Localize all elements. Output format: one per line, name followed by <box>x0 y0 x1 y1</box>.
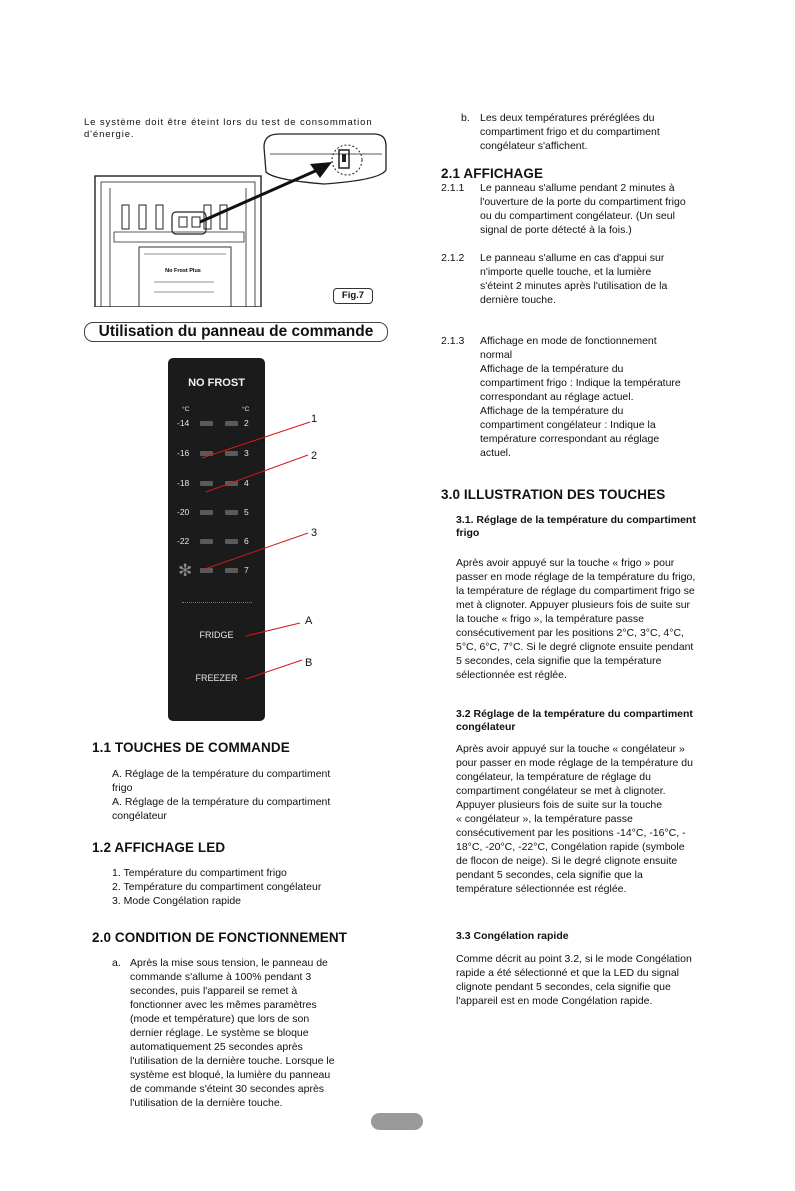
callout-1: 1 <box>311 413 318 425</box>
unit-freezer: °C <box>182 406 190 413</box>
text-line: 5 secondes, cela signifie que la température <box>456 655 662 667</box>
text-line: compartiment frigo et du compartiment <box>480 126 660 138</box>
text-line: l'appareil est en mode Congélation rapide. <box>456 995 653 1007</box>
freezer-temp-label: -20 <box>177 507 190 517</box>
section-banner: Utilisation du panneau de commande <box>84 322 388 342</box>
callout-2: 2 <box>311 450 318 462</box>
section-3-3-title: 3.3 Congélation rapide <box>456 930 569 942</box>
text-line: 3.2 Réglage de la température du compartiment <box>456 708 693 720</box>
text-line: clignote pendant 5 secondes, cela signifie que <box>456 981 671 993</box>
text-line: Après avoir appuyé sur la touche « congélateur » <box>456 743 685 755</box>
text-line: passer en mode réglage de la température du frigo, <box>456 571 696 583</box>
fridge-temp-label: 4 <box>244 478 249 488</box>
text-line: Le panneau s'allume pendant 2 minutes à <box>480 182 675 194</box>
section-3-2-body <box>456 742 726 896</box>
fridge-temp-label: 7 <box>244 565 249 575</box>
page-tab <box>371 1113 423 1130</box>
text-line: l'ouverture de la porte du compartiment frigo <box>480 196 686 208</box>
item-number: 2.1.2 <box>441 252 465 264</box>
text-line: congélateur, la température de réglage du <box>456 771 651 783</box>
text-line: Affichage de la température du <box>480 405 624 417</box>
item-2-1-1 <box>480 181 720 237</box>
text-line: met à clignoter. Appuyer plusieurs fois de suite sur <box>456 599 691 611</box>
text-line: consécutivement par les positions -14°C, -16°C, - <box>456 827 686 839</box>
freezer-button[interactable]: FREEZER <box>195 673 238 683</box>
item-b-body <box>480 111 720 153</box>
fridge-temp-label: 2 <box>244 418 249 428</box>
snowflake-icon: ✻ <box>178 561 193 580</box>
section-3-1-body <box>456 556 726 682</box>
section-1-2-title: 1.2 AFFICHAGE LED <box>92 840 226 855</box>
item-number: 2.1.1 <box>441 182 465 194</box>
fridge-temp-label: 5 <box>244 507 249 517</box>
text-line: Comme décrit au point 3.2, si le mode Congélation <box>456 953 692 965</box>
text-line: (mode et température) que lors de son <box>130 1013 310 1025</box>
text-line: frigo <box>112 782 133 794</box>
text-line: pendant 5 secondes, cela signifie que la <box>456 869 643 881</box>
callout-lines <box>160 410 330 690</box>
text-line: congélateur <box>456 721 516 733</box>
text-line: s'éteint 2 minutes après l'utilisation de la <box>480 280 668 292</box>
text-line: de commande s'éteint 30 secondes après <box>130 1083 325 1095</box>
text-line: dernier réglage. Le système se bloque <box>130 1027 309 1039</box>
text-line: système est bloqué, la lumière du panneau <box>130 1069 331 1081</box>
text-line: 18°C, -20°C, -22°C, Congélation rapide (symbole <box>456 841 685 853</box>
text-line: compartiment congélateur : Indique la <box>480 419 656 431</box>
text-line: 5°C, 6°C, 7°C. Si le degré clignote ensuite pendant <box>456 641 694 653</box>
text-line: Affichage en mode de fonctionnement <box>480 335 657 347</box>
section-3-1-title <box>456 514 726 540</box>
text-line: automatiquement 25 secondes après <box>130 1041 303 1053</box>
item-b-label: b. <box>461 112 470 124</box>
text-line: de flocon de neige). Si le degré clignote ensuite <box>456 855 678 867</box>
callout-a: A <box>305 615 313 627</box>
text-line: actuel. <box>480 447 511 459</box>
text-line: la température de réglage du compartiment frigo se <box>456 585 695 597</box>
text-line: normal <box>480 349 513 361</box>
section-3-0-title: 3.0 ILLUSTRATION DES TOUCHES <box>441 487 666 502</box>
fridge-temp-label: 6 <box>244 536 249 546</box>
text-line: Appuyer plusieurs fois de suite sur la touche <box>456 799 663 811</box>
section-2-0-body <box>130 956 365 1110</box>
text-line: A. Réglage de la température du compartiment <box>112 768 331 780</box>
callout-3: 3 <box>311 527 318 539</box>
text-line: ou du compartiment congélateur. (Un seul <box>480 210 675 222</box>
text-line: frigo <box>456 527 480 539</box>
unit-fridge: °C <box>242 406 250 413</box>
text-line: consécutivement par les positions 2°C, 3°C, 4°C, <box>456 627 684 639</box>
text-line: température correspondant au réglage <box>480 433 660 445</box>
section-3-2-title <box>456 708 726 734</box>
text-line: 3.1. Réglage de la température du compartiment <box>456 514 696 526</box>
text-line: fonctionner avec les mêmes paramètres <box>130 999 317 1011</box>
section-2-0-label: a. <box>112 957 121 969</box>
callout-b: B <box>305 657 313 669</box>
text-line: congélateur <box>112 810 167 822</box>
freezer-temp-label: -14 <box>177 418 190 428</box>
section-1-1-body <box>112 767 362 823</box>
freezer-temp-label: -22 <box>177 536 190 546</box>
fig-label: Fig.7 <box>333 288 373 304</box>
text-line: commande s'allume à 100% pendant 3 <box>130 971 312 983</box>
text-line: « congélateur », la température passe <box>456 813 633 825</box>
panel-brand: NO FROST <box>188 377 245 389</box>
section-2-1-title: 2.1 AFFICHAGE <box>441 166 544 181</box>
text-line: compartiment congélateur se met à clignoter. <box>456 785 666 797</box>
text-line: 1. Température du compartiment frigo <box>112 867 287 879</box>
text-line: A. Réglage de la température du compartiment <box>112 796 331 808</box>
section-3-3-body <box>456 952 726 1008</box>
text-line: l'utilisation de la dernière touche. Lorsque le <box>130 1055 335 1067</box>
text-line: dernière touche. <box>480 294 556 306</box>
fridge-button[interactable]: FRIDGE <box>199 630 234 640</box>
text-line: pour passer en mode réglage de la température du <box>456 757 693 769</box>
item-2-1-3 <box>480 334 720 460</box>
intro-text: Le système doit être éteint lors du test de consommation d'énergie. <box>84 117 373 140</box>
text-line: secondes, puis l'appareil se remet à <box>130 985 298 997</box>
text-line: Les deux températures préréglées du <box>480 112 655 124</box>
text-line: correspondant au réglage actuel. <box>480 391 634 403</box>
text-line: n'importe quelle touche, et la lumière <box>480 266 652 278</box>
text-line: congélateur s'affichent. <box>480 140 588 152</box>
section-2-0-title: 2.0 CONDITION DE FONCTIONNEMENT <box>92 930 348 945</box>
freezer-temp-label: -16 <box>177 448 190 458</box>
text-line: Le panneau s'allume en cas d'appui sur <box>480 252 665 264</box>
text-line: Affichage de la température du <box>480 363 624 375</box>
fridge-illustration <box>84 132 390 307</box>
text-line: rapide a été sélectionné et que la LED du signal <box>456 967 679 979</box>
text-line: 2. Température du compartiment congélateur <box>112 881 322 893</box>
fridge-temp-label: 3 <box>244 448 249 458</box>
text-line: Après avoir appuyé sur la touche « frigo » pour <box>456 557 675 569</box>
text-line: signal de porte détecté à la fois.) <box>480 224 632 236</box>
text-line: 3. Mode Congélation rapide <box>112 895 242 907</box>
text-line: Après la mise sous tension, le panneau de <box>130 957 328 969</box>
text-line: la touche « frigo », la température passe <box>456 613 644 625</box>
text-line: sélectionnée est réglée. <box>456 669 567 681</box>
fridge-badge: No Frost Plus <box>165 268 201 274</box>
text-line: l'utilisation de la dernière touche. <box>130 1097 283 1109</box>
text-line: compartiment frigo : Indique la température <box>480 377 681 389</box>
freezer-temp-label: -18 <box>177 478 190 488</box>
section-1-1-title: 1.1 TOUCHES DE COMMANDE <box>92 740 290 755</box>
text-line: température sélectionnée est réglée. <box>456 883 627 895</box>
item-number: 2.1.3 <box>441 335 465 347</box>
item-2-1-2 <box>480 251 720 307</box>
section-1-2-body <box>112 866 362 908</box>
